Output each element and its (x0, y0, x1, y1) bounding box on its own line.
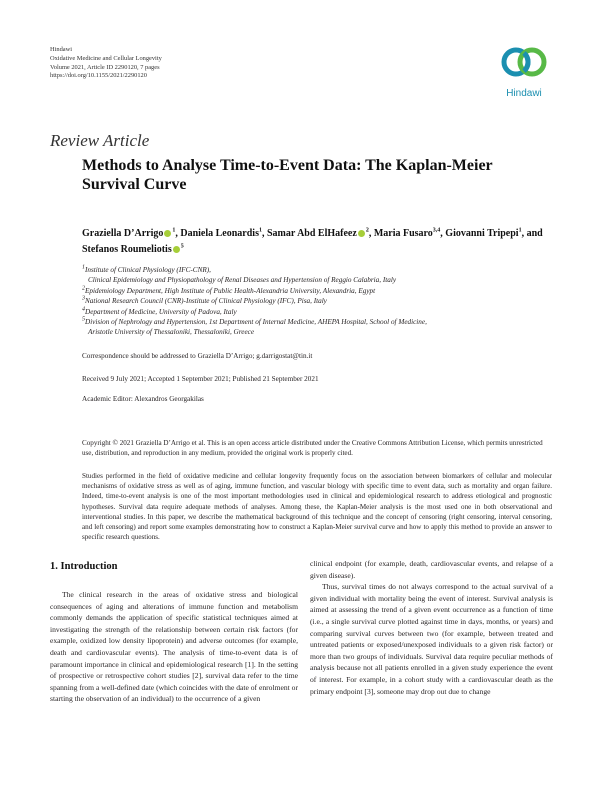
author-name: Samar Abd ElHafeez $^2$, (266, 227, 374, 239)
correspondence: Correspondence should be addressed to Graziella D’Arrigo; g.darrigostat@tin.it (82, 352, 313, 360)
paragraph: The clinical research in the areas of oxidative stress and biological consequences of aging and alterations of immune function and metabolism commonly demands the application of specific statistical techniques aimed at investigating the strength of the relationship between certain risk factors (for example, oxidized low density lipoprotein) and adverse outcomes (for example, death and cardiovascular events). The analysis of time-to-event data is of paramount importance in clinical and epidemiological research [1]. In the setting of prospective or retrospective cohort studies [2], survival data refer to the time spanning from a well-defined date (which coincides with the date of enrolment or starting the observation of an individual) to the occurrence of a given (50, 590, 298, 704)
doi-link[interactable]: https://doi.org/10.1155/2021/2290120 (50, 72, 147, 80)
journal-meta (50, 46, 162, 81)
affiliation-marker: 1 (258, 227, 262, 234)
affiliation-item: $^4$Department of Medicine, University of Padova, Italy (82, 306, 237, 316)
volume-info: Volume 2021, Article ID 2290120, 7 pages (50, 63, 160, 71)
author-name: Graziella D’Arrigo $^1$, (82, 227, 181, 239)
section-heading: 1. Introduction (50, 561, 118, 572)
author-list (82, 226, 552, 258)
affiliation-item: $^5$Division of Nephrology and Hypertension, 1st Department of Internal Medicine, AHEPA Hospital, School of Medicine, (82, 316, 427, 327)
author-name: Giovanni Tripepi$^1$, (445, 227, 527, 239)
affiliation-marker: 1 (518, 227, 522, 234)
logo-wordmark: Hindawi (506, 88, 542, 99)
copyright-notice: Copyright © 2021 Graziella D’Arrigo et al. This is an open access article distributed under the Creative Commons Attribution License, which permits unrestricted use, distribution, and reproduction in any medium, provided the original work is properly cited. (82, 439, 543, 457)
affiliation-marker: 2 (365, 227, 369, 234)
orcid-icon[interactable] (173, 246, 180, 253)
affiliation-marker: 5 (180, 243, 184, 250)
page-title: Methods to Analyse Time-to-Event Data: The Kaplan-Meier Survival Curve (82, 157, 493, 193)
hindawi-logo-icon (498, 42, 550, 86)
article-type: Review Article (50, 131, 150, 150)
paragraph: Thus, survival times do not always correspond to the actual survival of a given individual with mortality being the event of interest. Survival analysis is aimed at assessing the trend of a given event occurrence as a function of time (i.e., a single survival curve plotted against time in days, months, or years) and comparing survival curves between two (for example, between treated and untreated patients or exposed/unexposed individuals to a given risk factor) or more than two groups of individuals. Survival data require peculiar methods of analysis because not all patients enrolled in a given study experience the event of interest. For example, in a cohort study with a cardiovascular death as the primary endpoint [3], someone may drop out due to change (310, 582, 553, 696)
affiliation-item: $^2$Epidemiology Department, High Institute of Public Health-Alexandria University, Alexandria, Egypt (82, 285, 376, 295)
author-name: and Stefanos Roumeliotis $^5$ (82, 228, 543, 255)
orcid-icon[interactable] (164, 230, 171, 237)
publication-dates: Received 9 July 2021; Accepted 1 September 2021; Published 21 September 2021 (82, 375, 319, 383)
publisher-name: Hindawi (50, 46, 73, 53)
affiliation-item: Clinical Epidemiology and Physiopathology of Renal Diseases and Hypertension of Reggio Calabria, Italy (88, 276, 397, 285)
body-column-left (50, 589, 298, 705)
academic-editor: Academic Editor: Alexandros Georgakilas (82, 395, 204, 403)
affiliation-item: $^1$Institute of Clinical Physiology (IFC-CNR), (82, 264, 211, 274)
author-name: Maria Fusaro$^{3,4}$, (373, 227, 446, 239)
affiliation-item: Aristotle University of Thessaloniki, Thessaloniki, Greece (88, 328, 255, 337)
journal-name: Oxidative Medicine and Cellular Longevity (50, 54, 162, 62)
hindawi-logo (498, 42, 550, 106)
affiliation-list (82, 265, 552, 338)
abstract: Studies performed in the field of oxidative medicine and cellular longevity frequently focus on the association between biomarkers of cellular and molecular mechanisms of oxidative stress as well as of aging, immune function, and vascular biology with specific time to event data, such as mortality and organ failure. Indeed, time-to-event analysis is one of the most important methodologies used in clinical and epidemiological research to address etiological and prognostic hypotheses. Survival data require adequate methods of analyses. Among these, the Kaplan-Meier analysis is the most used one in both observational and interventional studies. In this paper, we describe the mathematical background of this technique and the concept of censoring (right censoring, interval censoring, and left censoring) and report some examples demonstrating how to construct a Kaplan-Meier survival curve and how to apply this method to provide an answer to specific research questions. (82, 472, 552, 542)
paragraph: clinical endpoint (for example, death, cardiovascular events, and relapse of a given disease). (310, 559, 553, 580)
affiliation-item: $^3$National Research Council (CNR)-Institute of Clinical Physiology (IFC), Pisa, Italy (82, 295, 327, 306)
affiliation-marker: 1 (172, 227, 176, 234)
affiliation-marker: 3,4 (432, 227, 441, 234)
orcid-icon[interactable] (358, 230, 365, 237)
author-name: Daniela Leonardis$^1$, (180, 227, 267, 239)
body-column-right (310, 558, 553, 697)
